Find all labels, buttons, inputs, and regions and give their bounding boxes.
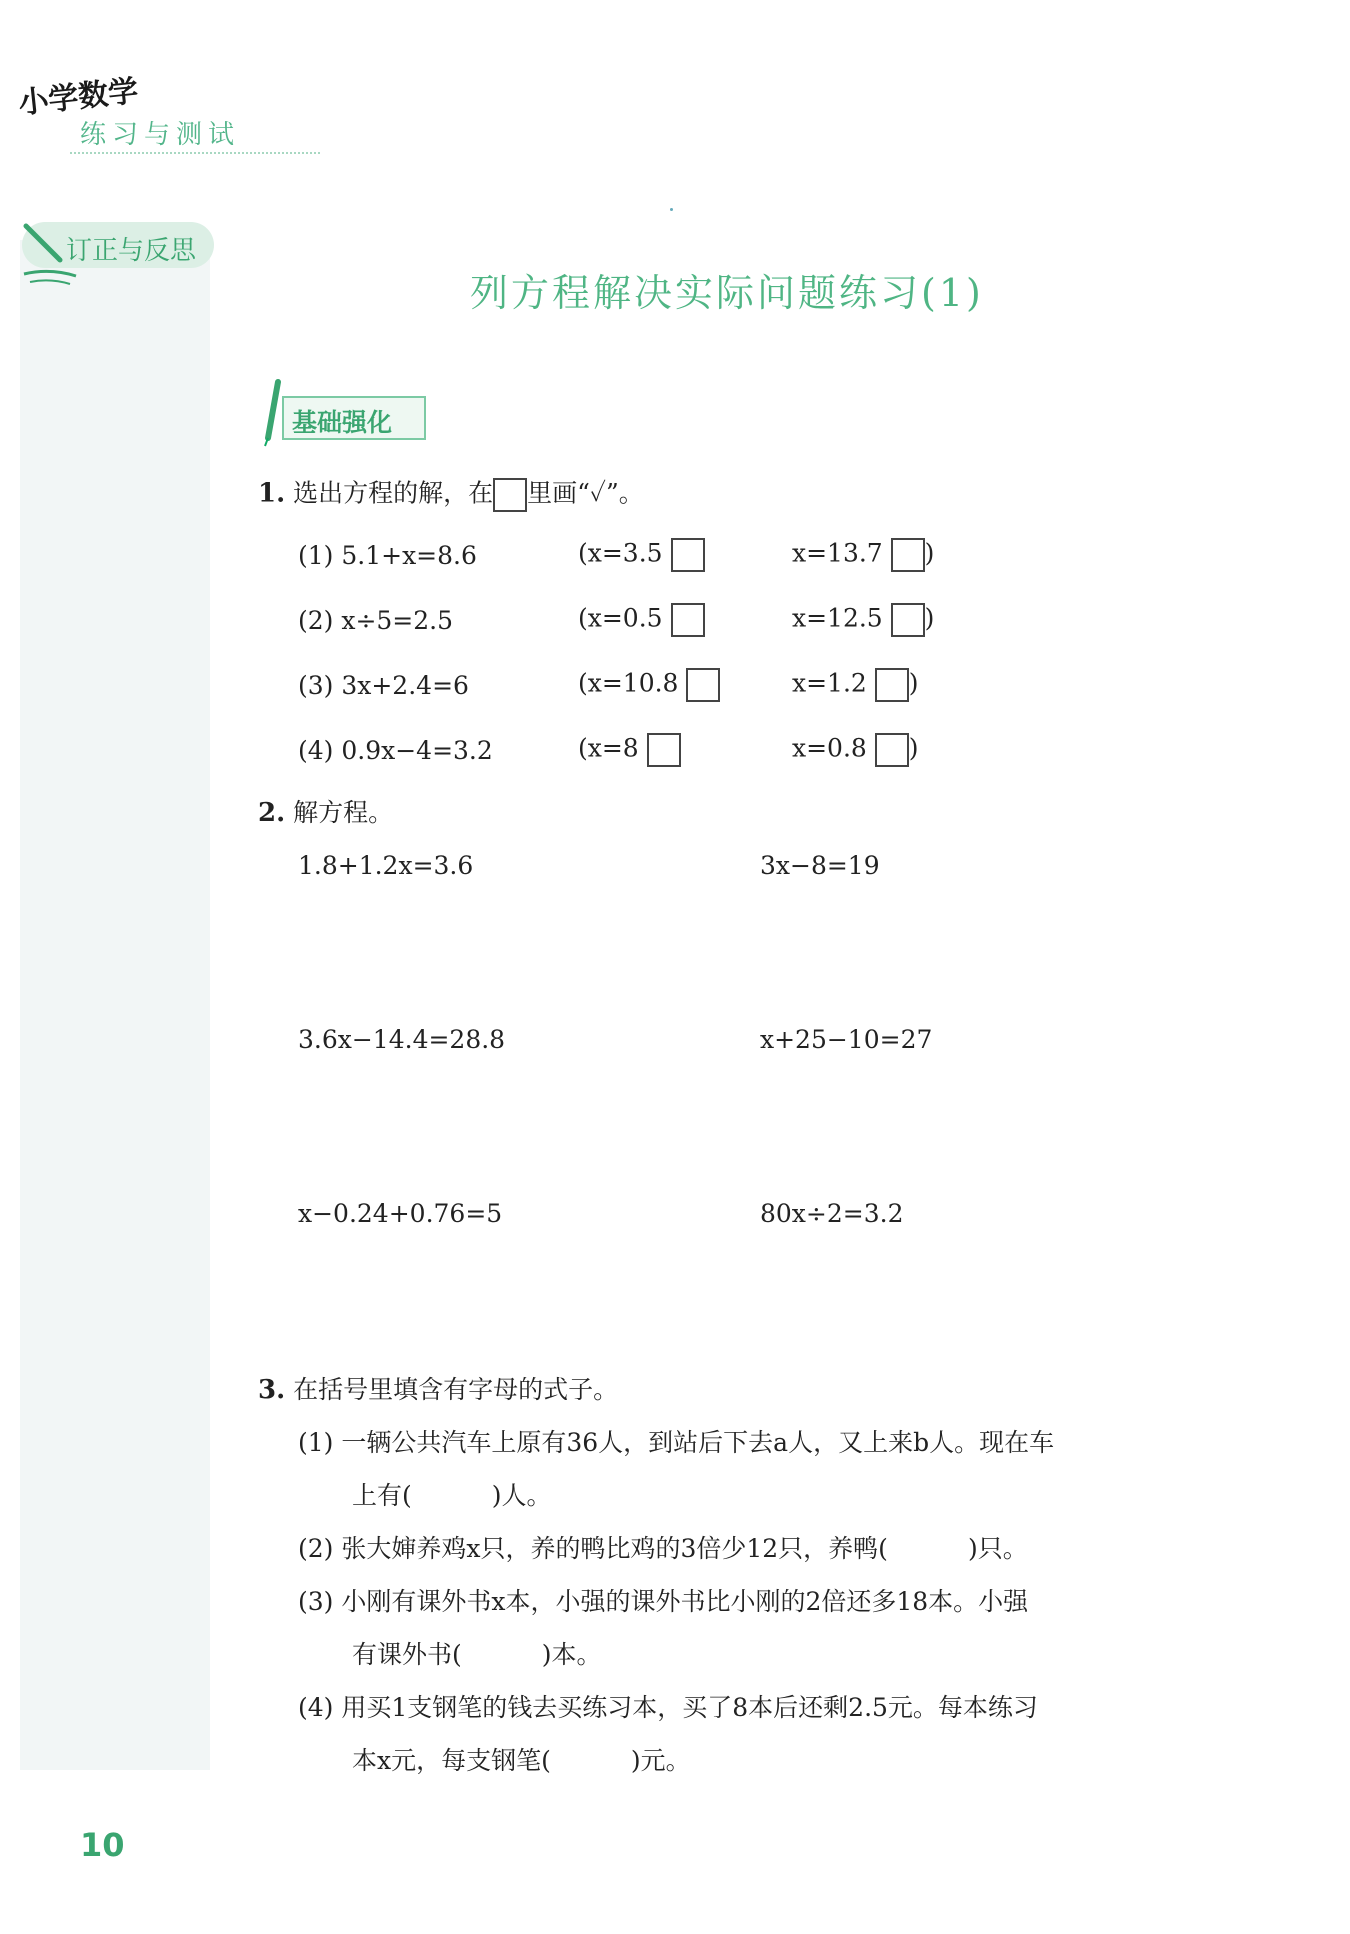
q1-prompt-a: 选出方程的解，在 <box>293 478 494 508</box>
q3-item-3-line2: 有课外书( )本。 <box>352 1640 602 1669</box>
q1-row-4-opt1: (x=8 <box>578 733 681 767</box>
q1-row-3-opt2: x=1.2 ) <box>792 668 919 702</box>
answer-box[interactable] <box>875 668 909 702</box>
q1-prompt-b: 里画“✓”。 <box>527 478 644 508</box>
answer-box[interactable] <box>891 603 925 637</box>
pencil-icon <box>20 218 80 288</box>
q1-row-1-eq: (1) 5.1+x=8.6 <box>298 541 477 570</box>
q3-line <box>258 1377 618 1403</box>
q2-line <box>258 800 393 826</box>
page-title: 列方程解决实际问题练习(1) <box>470 271 984 315</box>
brand-title: 小学数学 <box>16 73 140 122</box>
q1-row-4-opt2: x=0.8 ) <box>792 733 919 767</box>
answer-box[interactable] <box>875 733 909 767</box>
q3-item-1-line1: (1) 一辆公共汽车上原有36人，到站后下去a人，又上来b人。现在车 <box>298 1428 1055 1457</box>
answer-box[interactable] <box>671 603 705 637</box>
q3-item-4-line2: 本x元，每支钢笔( )元。 <box>352 1746 691 1775</box>
q1-row-2-opt2: x=12.5 ) <box>792 603 934 637</box>
equation-1: 1.8+1.2x=3.6 <box>298 851 474 880</box>
reflection-margin <box>20 240 210 1770</box>
equation-2: 3x−8=19 <box>760 851 880 880</box>
q3-item-4-line1: (4) 用买1支钢笔的钱去买练习本，买了8本后还剩2.5元。每本练习 <box>298 1693 1038 1722</box>
q1-row-2-eq: (2) x÷5=2.5 <box>298 606 454 635</box>
q1-row-2-opt1: (x=0.5 <box>578 603 705 637</box>
reflect-label: 订正与反思 <box>66 236 197 266</box>
q1-row-1-opt2: x=13.7 ) <box>792 538 934 572</box>
equation-3: 3.6x−14.4=28.8 <box>298 1025 506 1054</box>
q2-prompt: 解方程。 <box>293 798 394 827</box>
answer-box[interactable] <box>891 538 925 572</box>
brand-underline <box>70 152 320 154</box>
page-number: 10 <box>80 1826 125 1864</box>
q1-row-1-opt1: (x=3.5 <box>578 538 705 572</box>
q1-row-3-eq: (3) 3x+2.4=6 <box>298 671 469 700</box>
answer-box[interactable] <box>647 733 681 767</box>
q3-prompt: 在括号里填含有字母的式子。 <box>293 1375 619 1404</box>
q2-number: 2. <box>258 798 286 828</box>
decor-dot <box>670 208 673 211</box>
q3-number: 3. <box>258 1375 286 1405</box>
q3-item-3-line1: (3) 小刚有课外书x本，小强的课外书比小刚的2倍还多18本。小强 <box>298 1587 1029 1616</box>
q1-row-4-eq: (4) 0.9x−4=3.2 <box>298 736 493 765</box>
answer-box-sample <box>493 478 527 512</box>
answer-box[interactable] <box>671 538 705 572</box>
q3-item-2-line1: (2) 张大婶养鸡x只，养的鸭比鸡的3倍少12只，养鸭( )只。 <box>298 1534 1028 1563</box>
q1-number: 1. <box>258 478 286 509</box>
section-badge <box>282 396 426 440</box>
q3-item-1-line2: 上有( )人。 <box>352 1481 552 1510</box>
equation-5: x−0.24+0.76=5 <box>298 1199 503 1228</box>
equation-6: 80x÷2=3.2 <box>760 1199 904 1228</box>
equation-4: x+25−10=27 <box>760 1025 933 1054</box>
answer-box[interactable] <box>686 668 720 702</box>
q1-row-3-opt1: (x=10.8 <box>578 668 720 702</box>
brand-subtitle: 练习与测试 <box>80 120 241 150</box>
section-label: 基础强化 <box>292 408 393 437</box>
q1-line <box>258 478 644 512</box>
